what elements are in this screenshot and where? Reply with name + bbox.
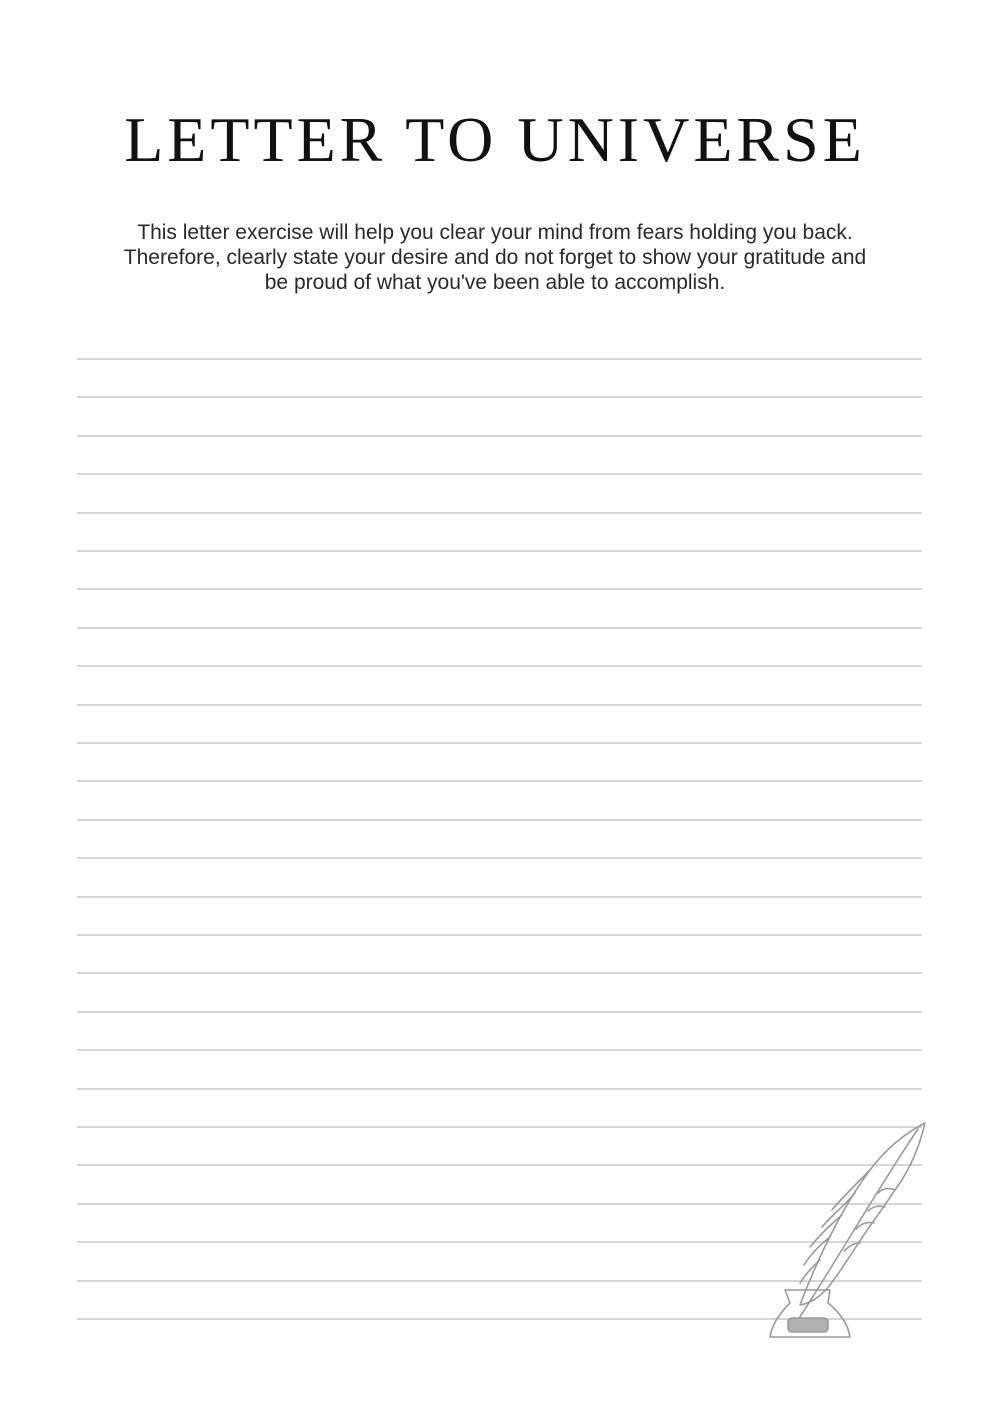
writing-line[interactable] <box>77 550 922 552</box>
intro-line: be proud of what you've been able to accomplish. <box>264 271 726 294</box>
intro-line: Therefore, clearly state your desire and do not forget to show your gratitude and <box>123 246 867 269</box>
writing-line[interactable] <box>77 742 922 744</box>
writing-line[interactable] <box>77 1049 922 1051</box>
writing-line[interactable] <box>77 512 922 514</box>
writing-line[interactable] <box>77 1088 922 1090</box>
writing-line[interactable] <box>77 934 922 936</box>
writing-line[interactable] <box>77 1011 922 1013</box>
writing-line[interactable] <box>77 972 922 974</box>
writing-line[interactable] <box>77 435 922 437</box>
page-title: LETTER TO UNIVERSE <box>124 104 866 175</box>
writing-line[interactable] <box>77 665 922 667</box>
writing-line[interactable] <box>77 473 922 475</box>
writing-line[interactable] <box>77 896 922 898</box>
writing-line[interactable] <box>77 819 922 821</box>
writing-line[interactable] <box>77 396 922 398</box>
writing-line[interactable] <box>77 780 922 782</box>
intro-line: This letter exercise will help you clear your mind from fears holding you back. <box>137 221 853 244</box>
quill-and-inkwell-icon <box>760 1115 935 1355</box>
writing-line[interactable] <box>77 358 922 360</box>
writing-line[interactable] <box>77 857 922 859</box>
writing-line[interactable] <box>77 704 922 706</box>
writing-line[interactable] <box>77 588 922 590</box>
writing-line[interactable] <box>77 627 922 629</box>
